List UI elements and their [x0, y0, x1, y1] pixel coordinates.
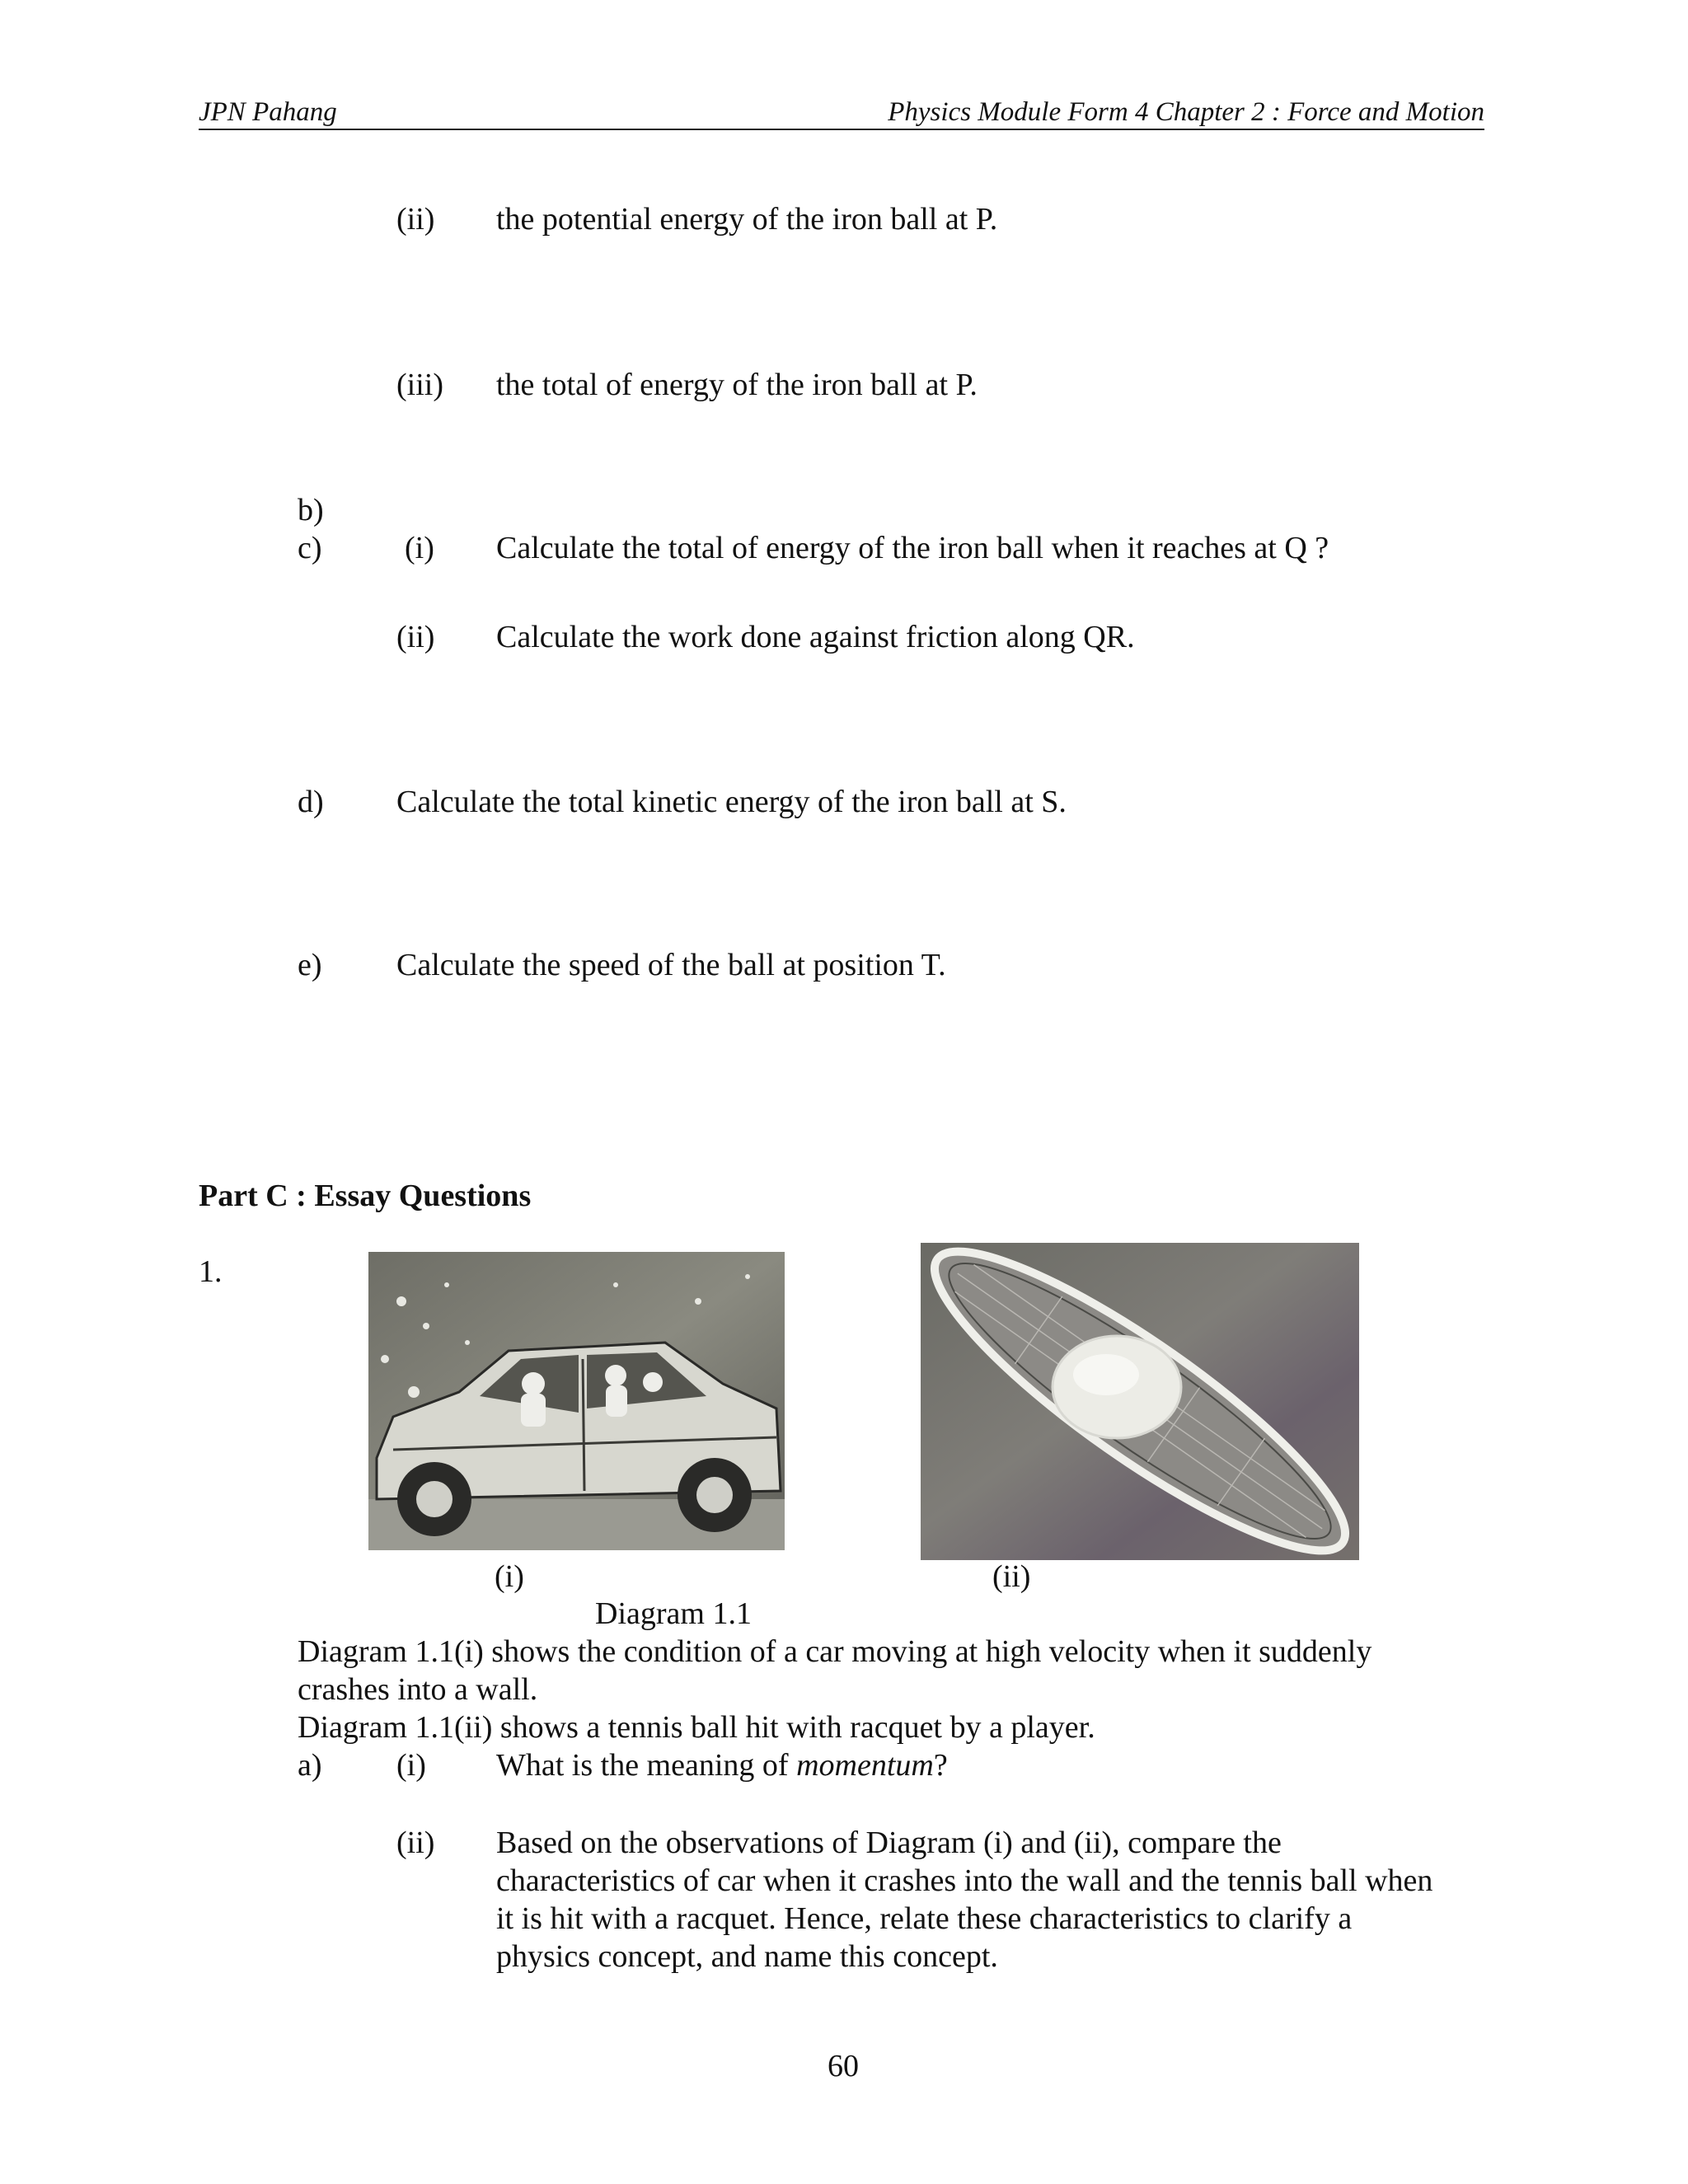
- car-crash-photo: [368, 1252, 785, 1550]
- question-text: the total of energy of the iron ball at P.: [496, 368, 978, 402]
- question-num: (ii): [396, 620, 435, 654]
- header-left: JPN Pahang: [199, 97, 337, 127]
- part-a-label: a): [298, 1748, 322, 1783]
- header-rule: [199, 129, 1484, 130]
- momentum-term: momentum: [796, 1748, 934, 1783]
- question-num: (i): [405, 531, 434, 565]
- question-num: (ii): [396, 1825, 435, 1860]
- question-text-line: Based on the observations of Diagram (i) and (ii), compare the: [496, 1825, 1282, 1860]
- part-c-label: c): [298, 531, 322, 565]
- part-d-label: d): [298, 785, 324, 819]
- image-label-ii: (ii): [992, 1559, 1031, 1594]
- question-text: Calculate the total kinetic energy of the iron ball at S.: [396, 785, 1067, 819]
- question-text: Calculate the speed of the ball at position T.: [396, 948, 946, 982]
- header-right: Physics Module Form 4 Chapter 2 : Force and Motion: [888, 97, 1484, 127]
- question-text: Calculate the work done against friction along QR.: [496, 620, 1135, 654]
- section-title: Part C : Essay Questions: [199, 1179, 532, 1213]
- tennis-ball-photo: [921, 1243, 1359, 1560]
- question-num: (iii): [396, 368, 443, 402]
- description-line: Diagram 1.1(ii) shows a tennis ball hit with racquet by a player.: [298, 1710, 1095, 1745]
- question-text-line: it is hit with a racquet. Hence, relate these characteristics to clarify a: [496, 1901, 1353, 1936]
- question-text: Calculate the total of energy of the iron ball when it reaches at Q ?: [496, 531, 1329, 565]
- question-text: [496, 1746, 948, 1784]
- description-line: Diagram 1.1(i) shows the condition of a car moving at high velocity when it suddenly: [298, 1634, 1372, 1669]
- part-e-label: e): [298, 948, 322, 982]
- part-b-label: b): [298, 493, 324, 527]
- question-num: (i): [396, 1748, 426, 1783]
- image-label-i: (i): [495, 1559, 524, 1594]
- question-text-line: characteristics of car when it crashes into the wall and the tennis ball when: [496, 1863, 1433, 1898]
- essay-number: 1.: [199, 1254, 223, 1289]
- diagram-caption: Diagram 1.1: [595, 1596, 752, 1631]
- question-text-part: What is the meaning of: [496, 1748, 797, 1783]
- question-text: the potential energy of the iron ball at P.: [496, 202, 998, 237]
- page-number: 60: [828, 2049, 859, 2083]
- question-num: (ii): [396, 202, 435, 237]
- question-text-line: physics concept, and name this concept.: [496, 1939, 998, 1974]
- description-line: crashes into a wall.: [298, 1672, 538, 1707]
- question-text-part: ?: [933, 1748, 948, 1783]
